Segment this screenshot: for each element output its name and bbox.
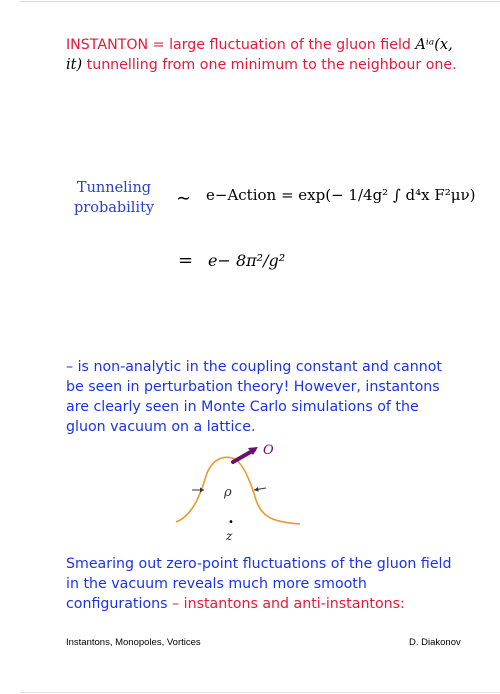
center-label: z bbox=[226, 529, 233, 543]
page-top-edge bbox=[20, 1, 500, 2]
formula-eq2-sign: = bbox=[178, 250, 194, 271]
page-bottom-edge bbox=[20, 692, 500, 693]
formula-sim: ∼ bbox=[176, 188, 192, 209]
width-label: ρ bbox=[224, 485, 232, 500]
smear-highlight: – instantons and anti-instantons: bbox=[172, 596, 405, 612]
center-dot: • bbox=[228, 517, 234, 528]
instanton-curve bbox=[176, 457, 300, 524]
footer-left: Instantons, Monopoles, Vortices bbox=[66, 637, 201, 648]
peak-label: O bbox=[263, 443, 274, 458]
intro-continuation: tunnelling from one minimum to the neighbour one. bbox=[86, 57, 457, 73]
instanton-sketch bbox=[170, 436, 310, 546]
field-math: Aⁱᵃ(x, it) bbox=[66, 37, 453, 73]
footer-right: D. Diakonov bbox=[409, 637, 461, 648]
tunneling-label: Tunneling probability bbox=[74, 180, 155, 216]
intro-eq-sign: = bbox=[152, 37, 165, 53]
smear-text: Smearing out zero-point fluctuations of the gluon field in the vacuum reveals much more smooth configurations bbox=[66, 556, 452, 612]
intro-description: large fluctuation of the gluon field bbox=[169, 37, 411, 53]
body-paragraph: – is non-analytic in the coupling constant and cannot be seen in perturbation theory! However, instantons are clearly seen in Monte Carlo simulations of the gluon vacuum on a lattice. bbox=[66, 359, 442, 435]
intro-paragraph bbox=[66, 35, 462, 75]
intro-term: INSTANTON bbox=[66, 37, 149, 53]
formula-line1: e−Action = exp(− 1/4g² ∫ d⁴x F²μν) bbox=[206, 186, 476, 204]
formula-line2: e− 8π²/g² bbox=[208, 251, 286, 270]
smear-paragraph bbox=[66, 554, 462, 614]
